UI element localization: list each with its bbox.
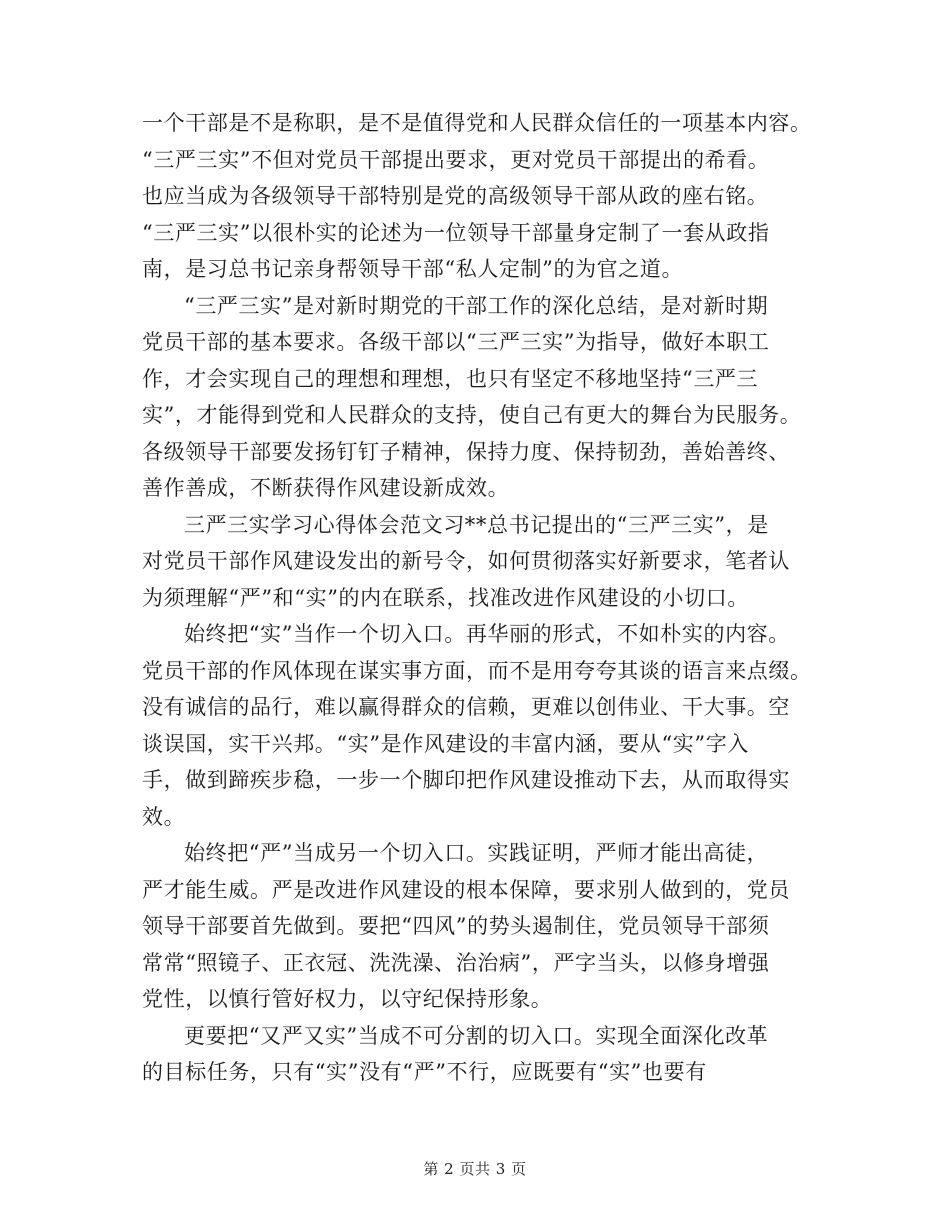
text-line: 一个干部是不是称职，是不是值得党和人民群众信任的一项基本内容。 [142,111,812,135]
text-line: 领导干部要首先做到。要把“四风”的势头遏制住，党员领导干部须 [142,914,770,938]
text-line: 党员干部的作风体现在谋实事方面，而不是用夸夸其谈的语言来点缀。 [142,658,812,683]
text-line: 各级领导干部要发扬钉钉子精神，保持力度、保持韧劲，善始善终、 [142,439,790,464]
text-line: 效。 [142,804,186,829]
text-line: 的目标任务，只有“实”没有“严”不行，应既要有“实”也要有 [142,1060,707,1084]
paragraph-first-line: 始终把“严”当成另一个切入口。实践证明，严师才能出高徒， [184,841,769,865]
page-number-footer: 第 2 页共 3 页 [423,1160,527,1178]
text-line: 实”，才能得到党和人民群众的支持，使自己有更大的舞台为民服务。 [142,403,802,427]
text-line: 谈误国，实干兴邦。“实”是作风建设的丰富内涵，要从“实”字入 [142,731,749,756]
text-line: 作，才会实现自己的理想和理想，也只有坚定不移地坚持“三严三 [142,366,759,391]
text-line: 党员干部的基本要求。各级干部以“三严三实”为指导，做好本职工 [142,330,770,354]
paragraph-first-line: 三严三实学习心得体会范文习**总书记提出的“三严三实”，是 [184,512,769,537]
paragraph-first-line: 更要把“又严又实”当成不可分割的切入口。实现全面深化改革 [184,1023,769,1048]
text-line: 善作善成，不断获得作风建设新成效。 [142,476,510,500]
text-line: 常常“照镜子、正衣冠、洗洗澡、治治病”，严字当头，以修身增强 [142,950,770,975]
text-line: 也应当成为各级领导干部特别是党的高级领导干部从政的座右铭。 [142,184,769,208]
text-line: “三严三实”不但对党员干部提出要求，更对党员干部提出的希看。 [142,147,770,172]
text-line: 对党员干部作风建设发出的新号令，如何贯彻落实好新要求，笔者认 [142,549,790,573]
paragraph-first-line: 始终把“实”当作一个切入口。再华丽的形式，不如朴实的内容。 [184,622,790,646]
text-line: 手，做到蹄疾步稳，一步一个脚印把作风建设推动下去，从而取得实 [142,768,790,792]
text-line: 没有诚信的品行，难以赢得群众的信赖，更难以创伟业、干大事。空 [142,695,790,719]
text-line: 南，是习总书记亲身帮领导干部“私人定制”的为官之道。 [142,257,684,281]
paragraph-first-line: “三严三实”是对新时期党的干部工作的深化总结，是对新时期 [184,293,769,318]
document-body [142,105,842,1091]
text-line: 严才能生威。严是改进作风建设的根本保障，要求别人做到的，党员 [142,877,790,902]
text-line: 党性，以慎行管好权力，以守纪保持形象。 [142,987,553,1011]
text-line: 为须理解“严”和“实”的内在联系，找准改进作风建设的小切口。 [142,585,749,610]
text-line: “三严三实”以很朴实的论述为一位领导干部量身定制了一套从政指 [142,220,770,245]
